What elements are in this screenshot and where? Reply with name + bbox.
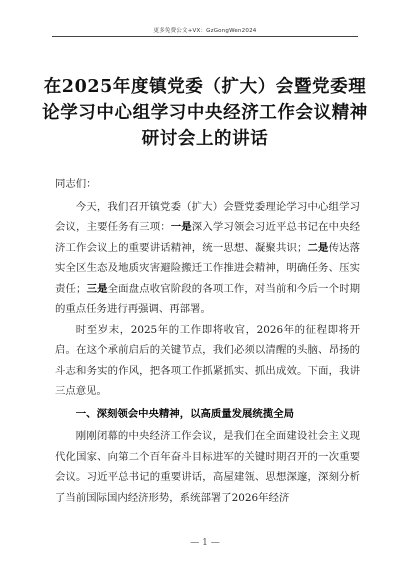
salutation: 同志们： bbox=[55, 178, 97, 190]
paragraph-1 bbox=[55, 197, 360, 320]
task-label-1: 一是 bbox=[170, 221, 192, 233]
task-label-2: 二是 bbox=[307, 241, 329, 254]
task-text-2: 传达落实全区生态及地质灾害避险搬迁工作推进会精神，明确任务、压实责任； bbox=[55, 241, 361, 295]
page-number: — 1 — bbox=[190, 538, 220, 548]
task-text-1: 深入学习领会习近平总书记在中央经济工作会议上的重要讲话精神，统一思想、凝聚共识； bbox=[55, 221, 361, 254]
document-title bbox=[40, 74, 370, 152]
task-label-3: 三是 bbox=[86, 282, 108, 295]
paragraph-2: 时至岁末，2025年的工作即将收官，2026年的征程即将开启。在这个承前启后的关键节点，我们必须以清醒的头脑、昂扬的斗志和务实的作风，把各项工作抓紧抓实、抓出成效。下面，我讲三点意见。 bbox=[55, 323, 360, 397]
document-body bbox=[55, 174, 360, 508]
header-note: 更多免费公文+VX：GzGongWen2024 bbox=[153, 28, 257, 34]
paragraph-3: 刚刚闭幕的中央经济工作会议，是我们在全面建设社会主义现代化国家、向第二个百年奋斗目标进军的关键时期召开的一次重要会议。习近平总书记的重要讲话，高屋建瓴、思想深邃，深刻分析了当前国际国内经济形势，系统部署了2026年经济 bbox=[55, 430, 360, 504]
title-line-3: 研讨会上的讲话 bbox=[141, 129, 269, 149]
header-divider bbox=[52, 36, 358, 37]
title-line-1: 在2025年度镇党委（扩大）会暨党委理 bbox=[43, 77, 367, 97]
task-text-3: 全面盘点收官阶段的各项工作，对当前和今后一个时期的重点任务进行再强调、再部署。 bbox=[55, 282, 361, 315]
paragraph-1-intro: 今天，我们召开镇党委（扩大）会暨党委理论学习中心组学习会议，主要任务有三项： bbox=[55, 200, 360, 233]
section-heading-1: 一、深刻领会中央精神，以高质量发展统揽全局 bbox=[75, 407, 294, 420]
title-line-2: 论学习中心组学习中央经济工作会议精神 bbox=[42, 103, 368, 123]
